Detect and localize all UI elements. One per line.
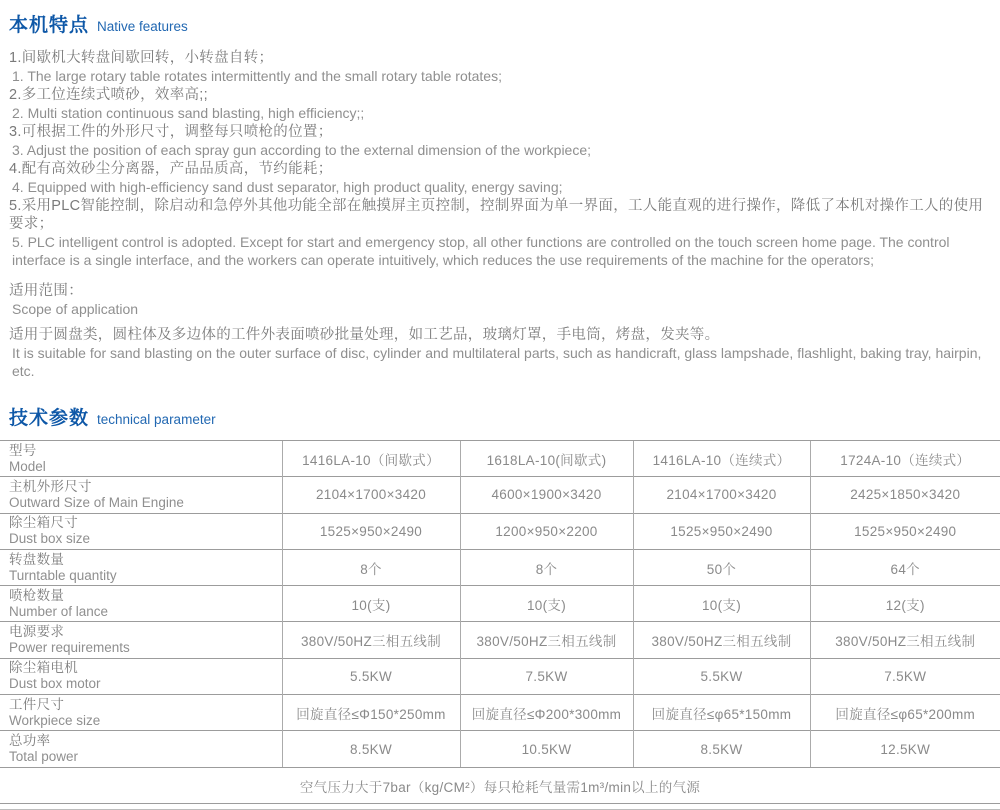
row-label-zh: 型号 [9, 442, 37, 458]
feature-2-zh: 2.多工位连续式喷砂，效率高;; [9, 87, 208, 103]
spec-row-workpiece-size [0, 695, 1000, 731]
spec-row-dust-box-size [0, 513, 1000, 549]
spec-cell: 50个 [633, 549, 810, 585]
row-label-en: Dust box size [9, 531, 91, 547]
spec-cell: 1724A-10（连续式） [810, 441, 1000, 477]
spec-row-total-power [0, 731, 1000, 767]
spec-row-turntable-quantity [0, 549, 1000, 585]
feature-1-en: 1. The large rotary table rotates intermittently and the small rotary table rotates; [12, 68, 502, 84]
feature-item-1 [9, 49, 991, 85]
row-label [0, 586, 282, 622]
spec-table [0, 440, 1000, 767]
spec-row-number-of-lance [0, 586, 1000, 622]
spec-cell: 1416LA-10（间歇式） [282, 441, 460, 477]
spec-cell: 10(支) [633, 586, 810, 622]
row-label [0, 731, 282, 767]
spec-cell: 1525×950×2490 [810, 513, 1000, 549]
feature-3-zh: 3.可根据工件的外形尺寸，调整每只喷枪的位置； [9, 124, 333, 140]
spec-cell: 5.5KW [633, 658, 810, 694]
feature-3-en: 3. Adjust the position of each spray gun according to the external dimension of the workpiece; [12, 142, 592, 158]
spec-cell: 1200×950×2200 [460, 513, 633, 549]
scope-of-application [9, 282, 991, 380]
spec-row-dust-box-motor [0, 658, 1000, 694]
row-label-zh: 除尘箱电机 [9, 660, 78, 676]
spec-cell: 7.5KW [810, 658, 1000, 694]
feature-item-2 [9, 86, 991, 122]
feature-list [9, 49, 991, 269]
technical-parameter-title-en: technical parameter [97, 412, 216, 427]
feature-4-en: 4. Equipped with high-efficiency sand dust separator, high product quality, energy saving; [12, 179, 563, 195]
spec-cell: 5.5KW [282, 658, 460, 694]
row-label [0, 549, 282, 585]
spec-cell: 8个 [460, 549, 633, 585]
spec-cell: 12(支) [810, 586, 1000, 622]
row-label-en: Total power [9, 749, 79, 765]
scope-title-zh: 适用范围： [9, 283, 83, 299]
row-label-en: Dust box motor [9, 676, 101, 692]
feature-4-zh: 4.配有高效砂尘分离器，产品品质高，节约能耗； [9, 161, 333, 177]
feature-item-5 [9, 197, 991, 269]
row-label [0, 695, 282, 731]
feature-5-zh: 5.采用PLC智能控制，除启动和急停外其他功能全部在触摸屏主页控制，控制界面为单一界面，工人能直观的进行操作，降低了本机对操作工人的使用要求； [9, 198, 984, 232]
scope-title-en: Scope of application [12, 301, 139, 317]
spec-cell: 10.5KW [460, 731, 633, 767]
native-features-title-zh: 本机特点 [9, 15, 90, 36]
feature-1-zh: 1.间歇机大转盘间歇回转，小转盘自转； [9, 50, 274, 66]
spec-row-power-requirements [0, 622, 1000, 658]
scope-body-en: It is suitable for sand blasting on the outer surface of disc, cylinder and multilateral parts, such as handicraft, glass lampshade, flashlight, baking tray, hairpin, etc. [12, 345, 982, 379]
spec-cell: 1525×950×2490 [282, 513, 460, 549]
spec-cell: 380V/50HZ三相五线制 [282, 622, 460, 658]
spec-row-main-engine-size [0, 477, 1000, 513]
row-label-zh: 主机外形尺寸 [9, 478, 92, 494]
scope-body [9, 326, 991, 380]
spec-cell: 2425×1850×3420 [810, 477, 1000, 513]
row-label-en: Turntable quantity [9, 567, 117, 583]
spec-cell: 10(支) [460, 586, 633, 622]
spec-cell: 回旋直径≤φ65*150mm [633, 695, 810, 731]
air-supply-note: 空气压力大于7bar（kg/CM²）每只枪耗气量需1m³/min以上的气源 [0, 767, 1000, 804]
scope-body-zh: 适用于圆盘类，圆柱体及多边体的工件外表面喷砂批量处理，如工艺品，玻璃灯罩，手电筒，烤盘，发夹等。 [9, 327, 720, 343]
row-label-zh: 总功率 [9, 733, 51, 749]
technical-parameter-header [9, 403, 991, 430]
row-label [0, 477, 282, 513]
spec-cell: 2104×1700×3420 [282, 477, 460, 513]
row-label-en: Outward Size of Main Engine [9, 494, 184, 510]
spec-cell: 4600×1900×3420 [460, 477, 633, 513]
feature-5-en: 5. PLC intelligent control is adopted. Except for start and emergency stop, all other functions are controlled on the touch screen home page. The control interface is a single interface, and the workers can operate intuitively, which reduces the use requirements of the machine for the operators; [12, 234, 950, 268]
row-label [0, 622, 282, 658]
spec-cell: 8.5KW [282, 731, 460, 767]
native-features-header [9, 10, 991, 37]
row-label-zh: 工件尺寸 [9, 696, 65, 712]
spec-cell: 380V/50HZ三相五线制 [810, 622, 1000, 658]
spec-cell: 1618LA-10(间歇式) [460, 441, 633, 477]
spec-cell: 回旋直径≤Φ150*250mm [282, 695, 460, 731]
row-label [0, 658, 282, 694]
feature-item-3 [9, 123, 991, 159]
spec-cell: 8个 [282, 549, 460, 585]
native-features-title-en: Native features [97, 19, 188, 34]
row-label [0, 441, 282, 477]
spec-row-model [0, 441, 1000, 477]
row-label-en: Workpiece size [9, 712, 101, 728]
feature-item-4 [9, 160, 991, 196]
spec-cell: 380V/50HZ三相五线制 [460, 622, 633, 658]
row-label-zh: 转盘数量 [9, 551, 65, 567]
row-label [0, 513, 282, 549]
spec-cell: 10(支) [282, 586, 460, 622]
row-label-en: Number of lance [9, 603, 109, 619]
row-label-zh: 除尘箱尺寸 [9, 515, 78, 531]
spec-cell: 12.5KW [810, 731, 1000, 767]
spec-cell: 1525×950×2490 [633, 513, 810, 549]
technical-parameter-title-zh: 技术参数 [9, 408, 90, 429]
spec-cell: 64个 [810, 549, 1000, 585]
row-label-en: Power requirements [9, 640, 130, 656]
row-label-zh: 电源要求 [9, 624, 65, 640]
row-label-en: Model [9, 458, 46, 474]
spec-cell: 380V/50HZ三相五线制 [633, 622, 810, 658]
spec-cell: 回旋直径≤Φ200*300mm [460, 695, 633, 731]
spec-cell: 2104×1700×3420 [633, 477, 810, 513]
feature-2-en: 2. Multi station continuous sand blasting, high efficiency;; [12, 105, 365, 121]
spec-cell: 8.5KW [633, 731, 810, 767]
spec-cell: 7.5KW [460, 658, 633, 694]
row-label-zh: 喷枪数量 [9, 587, 65, 603]
spec-cell: 1416LA-10（连续式） [633, 441, 810, 477]
spec-cell: 回旋直径≤φ65*200mm [810, 695, 1000, 731]
